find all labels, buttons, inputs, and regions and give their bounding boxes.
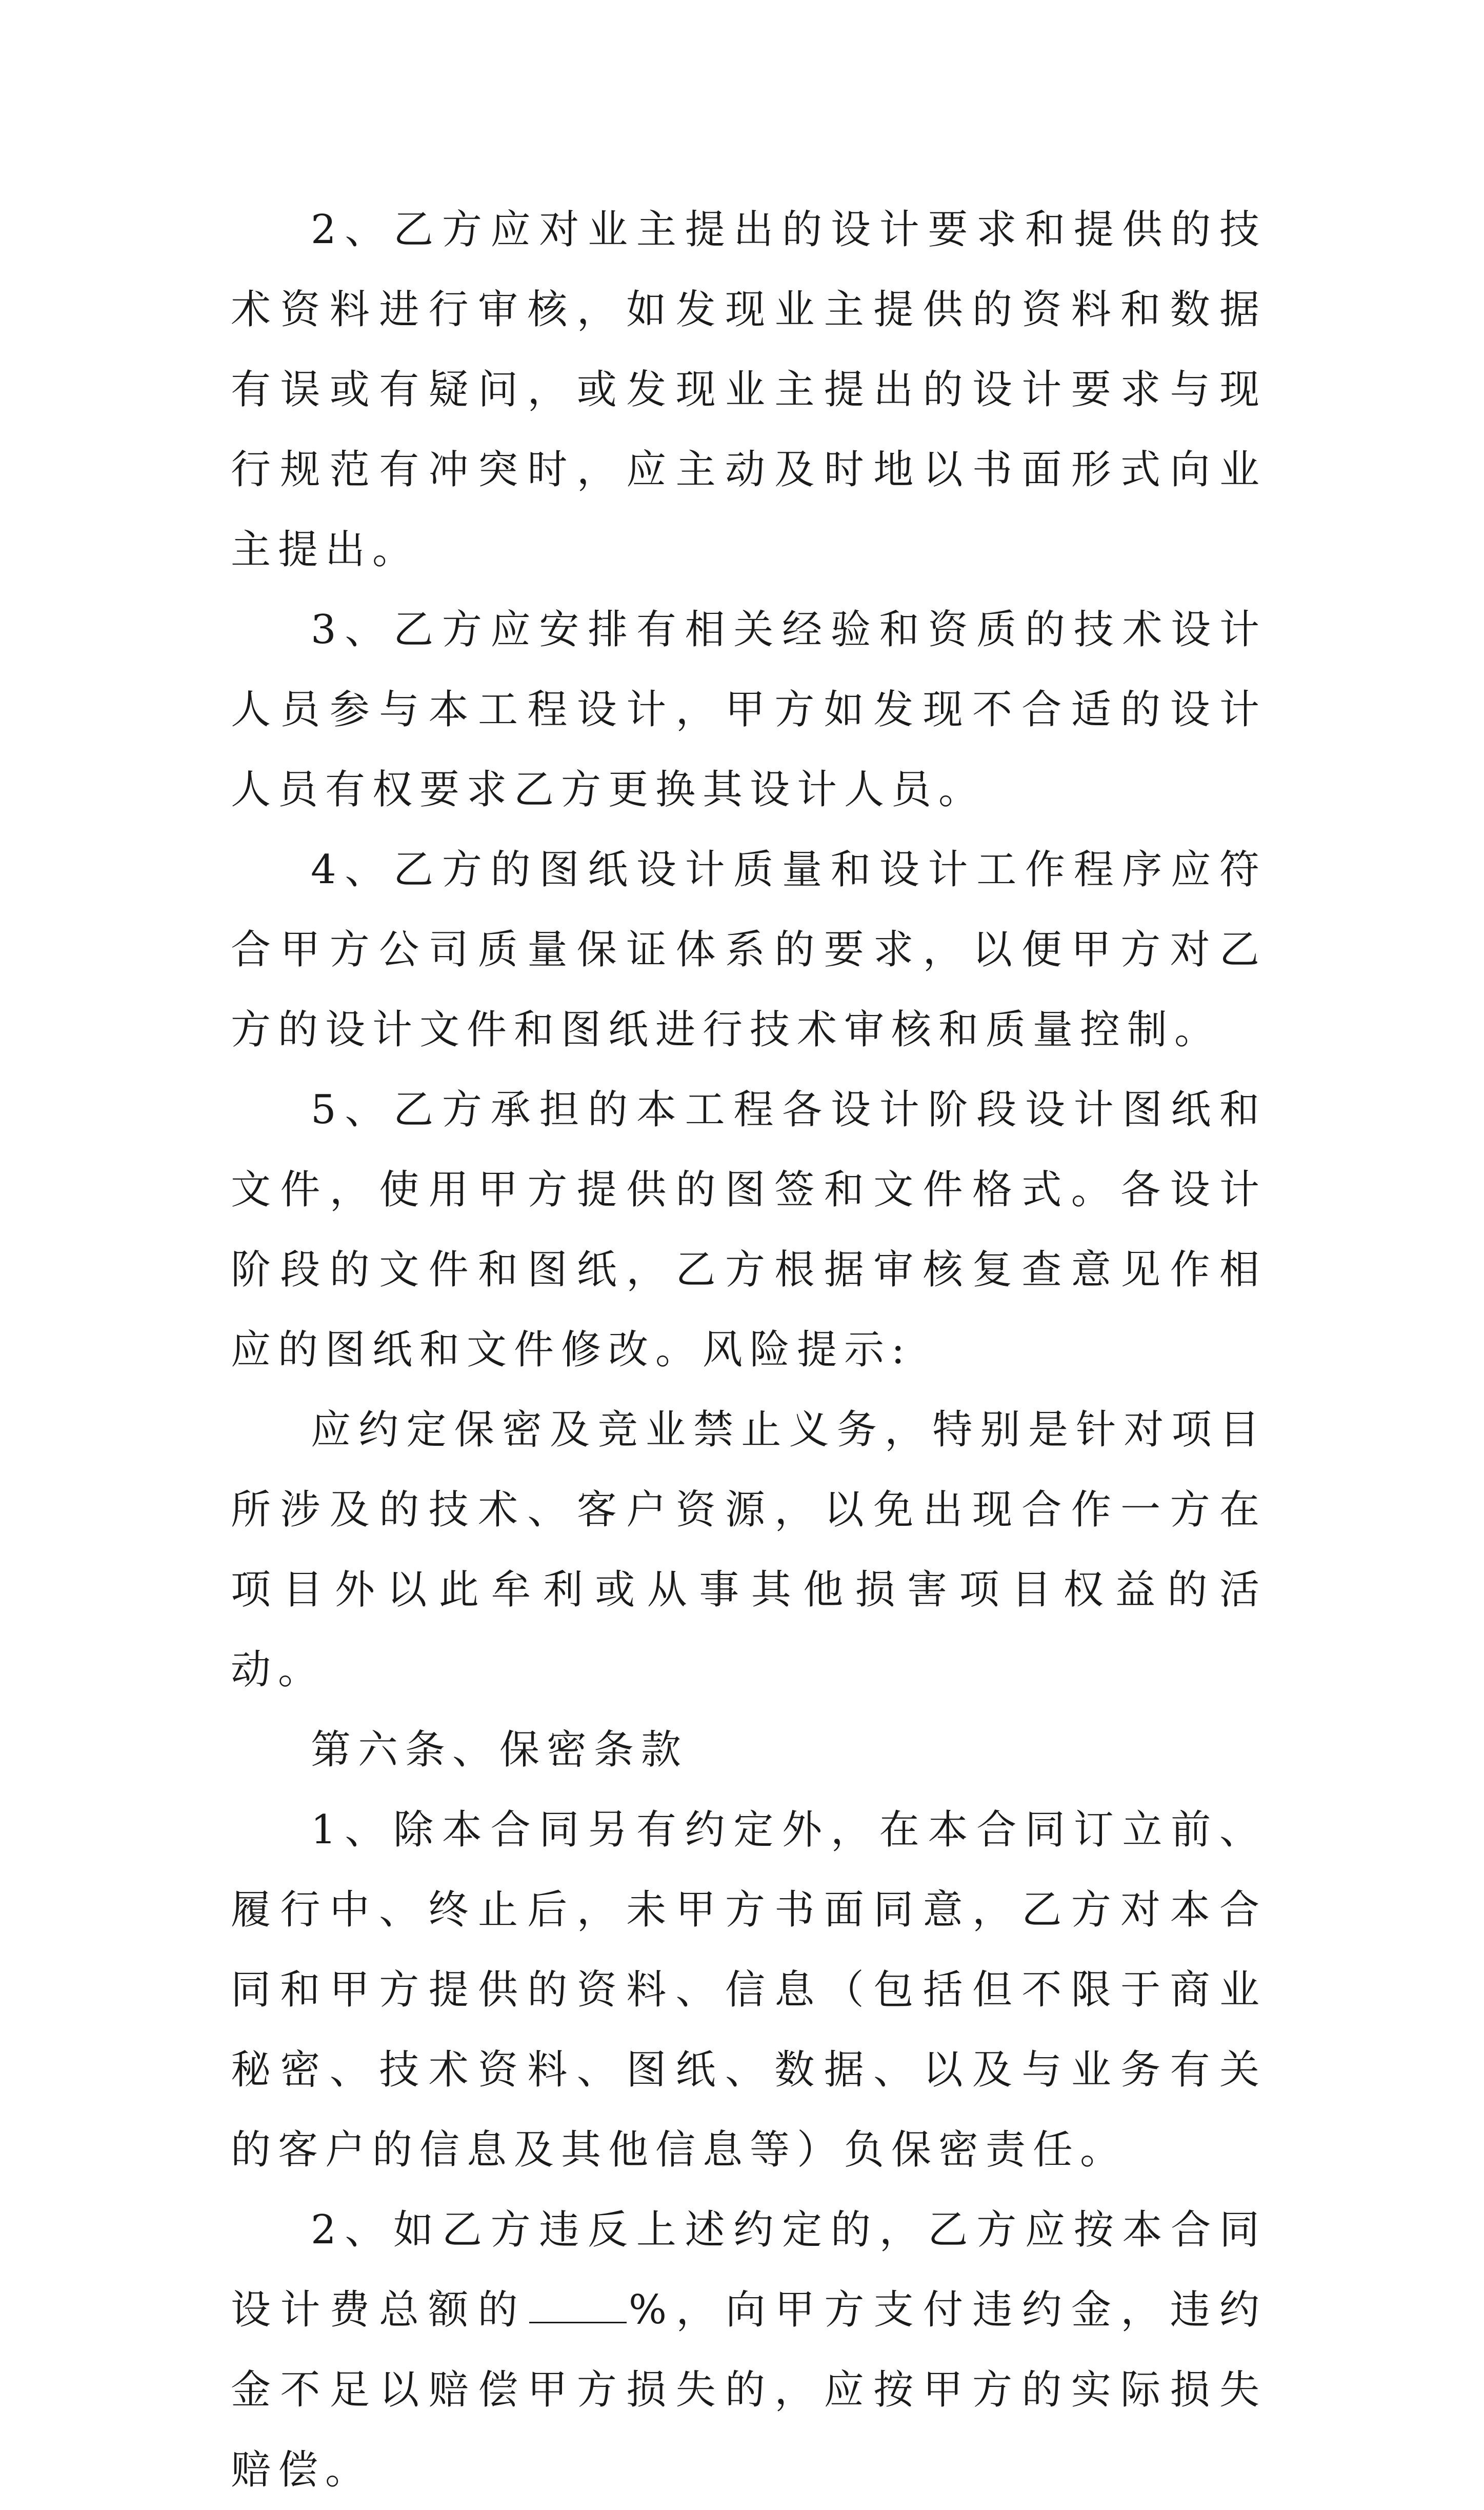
penalty-percentage-blank [529,2289,627,2323]
clause-3-design-staff: 3、乙方应安排有相关经验和资质的技术设计人员参与本工程设计，甲方如发现不合适的设计人员有权要求乙方更换其设计人员。 [231,607,1267,813]
penalty-text-after: %，向甲方支付违约金，违约金不足以赔偿甲方损失的，应按甲方的实际损失赔偿。 [231,2287,1267,2493]
confidentiality-clause-2 [231,2190,1267,2510]
clause-5-drawing-format: 5、乙方承担的本工程各设计阶段设计图纸和文件，使用甲方提供的图签和文件格式。各设计阶段的文件和图纸，乙方根据审核复查意见作相应的图纸和文件修改。风险提示: [231,1087,1267,1373]
risk-notice-text: 应约定保密及竞业禁止义务，特别是针对项目所涉及的技术、客户资源，以免出现合作一方在项目外以此牟利或从事其他损害项目权益的活动。 [231,1407,1267,1693]
article-6-heading: 第六条、保密条款 [311,1727,689,1773]
confidentiality-clause-1: 1、除本合同另有约定外，在本合同订立前、履行中、终止后，未甲方书面同意，乙方对本合同和甲方提供的资料、信息（包括但不限于商业秘密、技术资料、图纸、数据、以及与业务有关的客户的信息及其他信息等）负保密责任。 [231,1807,1267,2173]
document-body [231,190,1267,2510]
penalty-text-before: 2、如乙方违反上述约定的，乙方应按本合同设计费总额的 [231,2207,1267,2333]
clause-4-quality-assurance: 4、乙方的图纸设计质量和设计工作程序应符合甲方公司质量保证体系的要求，以便甲方对乙方的设计文件和图纸进行技术审核和质量控制。 [231,847,1267,1053]
clause-2-design-review: 2、乙方应对业主提出的设计要求和提供的技术资料进行审核，如发现业主提供的资料和数据有误或有疑问，或发现业主提出的设计要求与现行规范有冲突时，应主动及时地以书面形式向业主提出。 [231,207,1267,573]
